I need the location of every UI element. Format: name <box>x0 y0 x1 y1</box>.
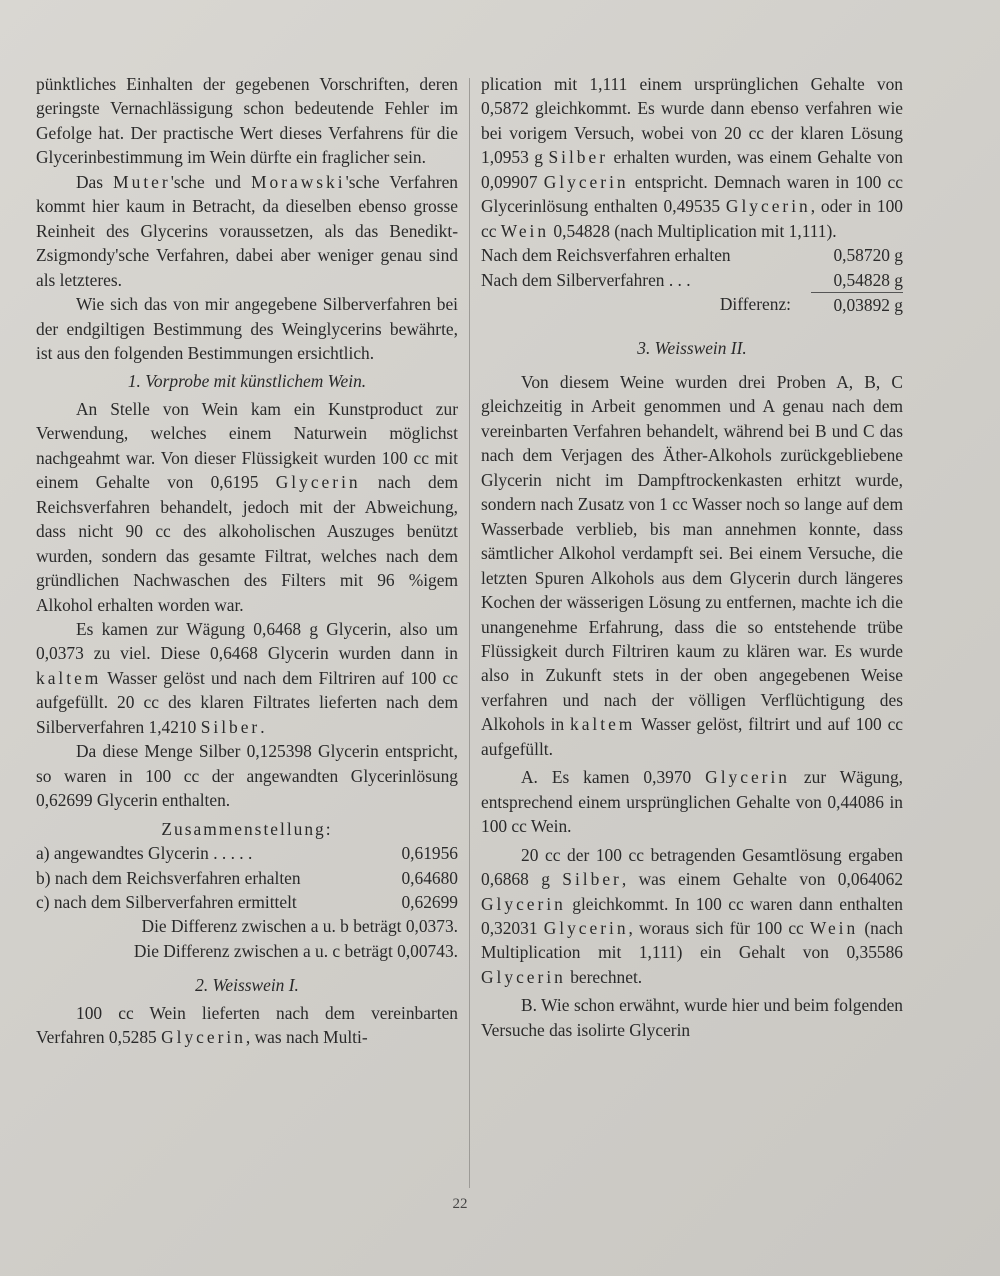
summary-label: a) angewandtes Glycerin . . . . . <box>36 843 253 864</box>
spaced-word: Glycerin <box>161 1027 246 1048</box>
spaced-word: Wein <box>809 917 859 938</box>
difference-row <box>481 292 903 317</box>
text-run: (nach Multiplication mit 1,111) ein Gehalt von 0,35586 <box>481 917 903 963</box>
spaced-word: Glycerin <box>705 767 790 788</box>
left-column <box>36 72 458 1050</box>
paragraph <box>36 170 458 292</box>
paragraph <box>481 843 903 990</box>
text-run: 100 cc Wein lieferten nach dem vereinbarten Verfahren 0,5285 <box>36 1002 458 1048</box>
text-run: , woraus sich für 100 cc <box>628 917 810 938</box>
spaced-word: Glycerin <box>725 196 811 217</box>
difference-label: Differenz: <box>719 294 791 315</box>
paragraph <box>36 617 458 739</box>
paragraph <box>481 765 903 838</box>
difference-line: Die Differenz zwischen a u. c beträgt 0,00743. <box>133 940 458 961</box>
text-run: erhalten wurden, was einem Gehalte von 0,09907 <box>481 147 903 192</box>
text-run: 0,54828 (nach Multiplication mit 1,111). <box>549 220 837 241</box>
text-run: plication mit 1,111 einem ursprünglichen Gehalte von 0,5872 gleichkommt. Es wurde dann ebenso verfahren wie bei vorigem Versuch, wobei von 20 cc der klaren Lösung 1,0953 g <box>481 74 903 168</box>
summary-value: 0,61956 <box>401 843 458 864</box>
text-run: , oder in 100 cc <box>481 196 903 241</box>
text-run: . <box>260 716 265 737</box>
text-run: Das <box>76 171 114 192</box>
text-run: , was einem Gehalte von 0,064062 <box>621 869 904 890</box>
spaced-word: kaltem <box>36 667 102 688</box>
spaced-word: Wein <box>500 220 550 241</box>
spaced-word: Glycerin <box>275 472 361 493</box>
right-column <box>481 72 903 1042</box>
spaced-word: Silber <box>562 869 622 890</box>
text-run: 20 cc der 100 cc betragenden Gesamtlösung ergaben 0,6868 g <box>481 844 903 890</box>
text-run: nach dem Reichsverfahren behandelt, jedoch mit der Abweichung, dass nicht 90 cc des alkoholischen Auszuges benützt wurden, sondern das gesamte Filtrat, welches nach dem gründlichen Nachwaschen des Filters mit 96 %igem Alkohol erhalten worden war. <box>36 472 458 615</box>
summary-label: c) nach dem Silberverfahren ermittelt <box>36 891 297 912</box>
difference-value: 0,03892 g <box>811 292 903 317</box>
paragraph <box>481 370 903 761</box>
text-run: , was nach Multi- <box>245 1027 368 1048</box>
paragraph: Da diese Menge Silber 0,125398 Glycerin entspricht, so waren in 100 cc der angewandten Glycerinlösung 0,62699 Glycerin enthalten. <box>36 741 458 811</box>
difference-line: Die Differenz zwischen a u. b beträgt 0,0373. <box>141 916 458 937</box>
text-run: Wasser gelöst und nach dem Filtriren auf 100 cc aufgefüllt. 20 cc des klaren Filtrates lieferten nach dem Silberverfahren 1,4210 <box>36 667 458 737</box>
paragraph: B. Wie schon erwähnt, wurde hier und beim folgenden Versuche das isolirte Glycerin <box>481 995 903 1040</box>
comparison-row <box>481 243 903 267</box>
section-heading: 1. Vorprobe mit künstlichem Wein. <box>127 371 367 392</box>
summary-row <box>36 890 458 914</box>
summary-label: b) nach dem Reichsverfahren erhalten <box>36 867 301 888</box>
text-run: Wasser gelöst, filtrirt und auf 100 cc aufgefüllt. <box>481 714 904 759</box>
paragraph <box>36 397 458 617</box>
text-run: 'sche und <box>170 171 252 192</box>
paragraph <box>36 1001 458 1050</box>
section-heading: 3. Weisswein II. <box>637 337 747 358</box>
summary-title: Zusammenstellung: <box>161 818 333 839</box>
text-run: entspricht. Demnach waren in 100 cc Glycerinlösung enthalten 0,49535 <box>481 171 903 217</box>
text-run: Von diesem Weine wurden drei Proben A, B, C gleichzeitig in Arbeit genommen und A genau nach dem vereinbarten Verfahren behandelt, während bei B und C das nach dem Verjagen des Äther-Alkohols zurückgebliebene Glycerin nicht im Dampftrockenkasten erhitzt wurde, sondern nach Zusatz von 1 cc Wasser noch so lange auf dem Wasserbade verblieb, bis man annehmen konnte, dass sämtlicher Alkohol verdampft sei. Bei einem Versuche, die letzten Spuren Alkohols aus dem Glycerin durch längeres Kochen der wässerigen Lösung zu entfernen, machte ich die unangenehme Erfahrung, dass die so entstehende trübe Flüssigkeit durch Filtriren kaum zu klären war. Es wurde also in Zukunft stets in der oben angegebenen Weise verfahren und nach der völligen Verflüchtigung des Alkohols in <box>481 371 903 735</box>
spaced-word: Glycerin <box>481 966 566 987</box>
spaced-word: kaltem <box>570 714 636 735</box>
text-run: Es kamen zur Wägung 0,6468 g Glycerin, also um 0,0373 zu viel. Diese 0,6468 Glycerin wurden dann in <box>36 618 458 664</box>
paragraph: Wie sich das von mir angegebene Silberverfahren bei der endgiltigen Bestimmung des Weinglycerins bewährte, ist aus den folgenden Bestimmungen ersichtlich. <box>36 294 458 363</box>
text-run: A. Es kamen 0,3970 <box>521 767 706 788</box>
comparison-label: Nach dem Reichsverfahren erhalten <box>481 245 731 266</box>
section-heading: 2. Weisswein I. <box>195 975 299 996</box>
comparison-value: 0,58720 g <box>833 245 903 266</box>
paragraph: pünktliches Einhalten der gegebenen Vorschriften, deren geringste Vernachlässigung schon bedeutende Fehler im Gefolge hat. Der practische Wert dieses Verfahrens für die Glycerinbestimmung im Wein dürfte ein fraglicher sein. <box>36 74 458 168</box>
text-run: zur Wägung, entsprechend einem ursprünglichen Gehalte von 0,44086 in 100 cc Wein. <box>481 767 903 837</box>
page-number: 22 <box>452 1196 468 1212</box>
summary-row <box>36 866 458 890</box>
summary-value: 0,64680 <box>401 867 458 888</box>
summary-row <box>36 841 458 865</box>
text-run: 'sche Verfahren kommt hier kaum in Betracht, da dieselben ebenso grosse Reinheit des Glycerins voraussetzen, als das Benedikt-Zsigmondy'sche Verfahren, dabei aber weniger genau sind als letzteres. <box>36 171 458 290</box>
comparison-row <box>481 268 903 292</box>
spaced-word: Glycerin <box>543 171 629 192</box>
text-run: gleichkommt. In 100 cc waren dann enthalten 0,32031 <box>481 893 903 938</box>
spaced-word: Glycerin <box>481 893 566 914</box>
spaced-word: Silber <box>200 716 261 737</box>
spaced-name: Muter <box>113 171 171 192</box>
spaced-word: Silber <box>548 147 608 168</box>
comparison-value: 0,54828 g <box>833 269 903 290</box>
paragraph <box>481 72 903 243</box>
comparison-label: Nach dem Silberverfahren . . . <box>481 269 691 290</box>
spaced-word: Glycerin <box>543 917 629 938</box>
text-run: An Stelle von Wein kam ein Kunstproduct zur Verwendung, welches einem Naturwein möglichst nachgeahmt war. Von dieser Flüssigkeit wurden 100 cc mit einem Gehalte von 0,6195 <box>36 398 458 493</box>
column-divider <box>469 78 470 1188</box>
spaced-name: Morawski <box>251 171 346 192</box>
text-run: berechnet. <box>565 966 643 987</box>
summary-value: 0,62699 <box>401 891 458 912</box>
